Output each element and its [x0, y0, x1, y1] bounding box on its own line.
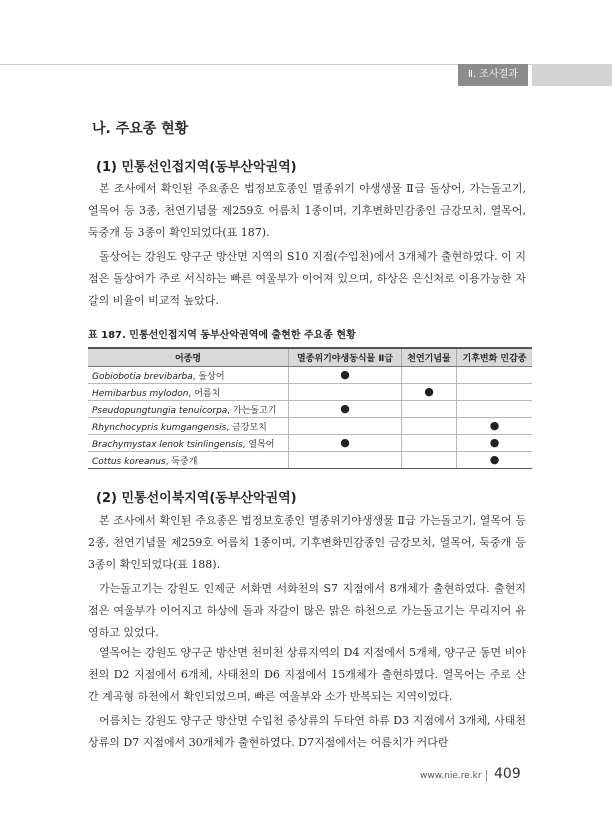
table-row — [88, 367, 532, 384]
paragraph: 가는돌고기는 강원도 인제군 서화면 서화천의 S7 지점에서 8개체가 출현하였다. 출현지점은 여울부가 이어지고 하상에 돌과 자갈이 많은 맑은 하천으로 가는돌고기는 무리지어 유영하고 있었다. — [88, 582, 526, 639]
status-cell — [457, 452, 533, 469]
status-cell — [457, 384, 533, 401]
status-cell — [402, 401, 457, 418]
table-row — [88, 401, 532, 418]
scientific-name: Cottus koreanus — [92, 456, 166, 467]
species-name-cell — [88, 435, 289, 452]
status-mark: ● — [489, 419, 500, 432]
scientific-name: Gobiobotia brevibarba — [92, 371, 193, 382]
paragraph: 어름치는 강원도 양구군 방산면 수입천 중상류의 두타연 하류 D3 지점에서 3개체, 사태천 상류의 D7 지점에서 30개체가 출현하였다. D7지점에서는 어름치가 커다란 — [88, 714, 526, 749]
chapter-tab-bar — [532, 64, 612, 86]
status-mark: ● — [489, 453, 500, 466]
status-cell — [289, 435, 402, 452]
korean-name: , 둑중개 — [165, 456, 198, 467]
species-table — [88, 347, 532, 469]
korean-name: , 금강모치 — [226, 422, 267, 433]
status-cell — [402, 367, 457, 384]
korean-name: , 돌상어 — [192, 371, 225, 382]
table-row — [88, 384, 532, 401]
status-cell — [457, 418, 533, 435]
subsection-title-1: (1) 민통선인접지역(동부산악권역) — [96, 160, 297, 175]
scientific-name: Pseudopungtungia tenuicorpa — [92, 405, 228, 416]
column-header: 천연기념물 — [402, 348, 457, 367]
subsection-title-2: (2) 민통선이북지역(동부산악권역) — [96, 491, 297, 506]
status-cell — [289, 384, 402, 401]
table-header-row — [88, 348, 532, 367]
table-row — [88, 418, 532, 435]
status-cell — [457, 435, 533, 452]
species-name-cell — [88, 401, 289, 418]
status-mark: ● — [340, 368, 350, 381]
status-mark: ● — [424, 385, 434, 398]
status-cell — [402, 435, 457, 452]
paragraph: 열목어는 강원도 양구군 방산면 천미천 상류지역의 D4 지점에서 5개체, 양구군 동면 비야천의 D2 지점에서 6개체, 사태천의 D6 지점에서 15개체가 출현하였다. 열목어는 주로 산간 계곡형 하천에서 확인되었으며, 빠른 여울부와 소가 반복되는 지역이었다. — [88, 646, 526, 703]
column-header: 어종명 — [88, 348, 289, 367]
scientific-name: Rhynchocypris kumgangensis — [92, 422, 227, 433]
column-header: 멸종위기야생동식물 Ⅱ급 — [289, 348, 402, 367]
status-cell — [289, 367, 402, 384]
status-cell — [457, 401, 533, 418]
species-name-cell — [88, 418, 289, 435]
scientific-name: Hemibarbus mylodon — [92, 388, 189, 399]
korean-name: , 어름치 — [188, 388, 221, 399]
status-cell — [289, 418, 402, 435]
status-cell — [402, 418, 457, 435]
chapter-tab: Ⅱ. 조사결과 — [458, 64, 528, 86]
column-header: 기후변화 민감종 — [457, 348, 533, 367]
status-mark: ● — [340, 402, 350, 415]
footer-url: www.nie.re.kr — [420, 771, 482, 781]
table-caption: 표 187. 민통선인접지역 동부산악권역에 출현한 주요종 현황 — [88, 330, 356, 341]
footer-divider — [486, 770, 487, 782]
paragraph: 돌상어는 강원도 양구군 방산면 지역의 S10 지점(수입천)에서 3개체가 출현하였다. 이 지점은 돌상어가 주로 서식하는 빠른 여울부가 이어져 있으며, 하상은 은신처로 이용가능한 자갈의 비율이 비교적 높았다. — [88, 250, 526, 307]
status-mark: ● — [489, 436, 500, 449]
korean-name: , 열목어 — [242, 439, 275, 450]
species-name-cell — [88, 452, 289, 469]
paragraph: 본 조사에서 확인된 주요종은 법정보호종인 멸종위기야생생물 Ⅱ급 가는돌고기, 열목어 등 2종, 천연기념물 제259호 어름치 1종이며, 기후변화민감종인 금강모치, 열목어, 둑중개 등 3종이 확인되었다(표 188). — [88, 514, 526, 571]
table-row — [88, 452, 532, 469]
page-number: 409 — [494, 766, 521, 782]
korean-name: , 가는돌고기 — [227, 405, 277, 416]
status-cell — [402, 384, 457, 401]
section-title: 나. 주요종 현황 — [92, 121, 189, 137]
table-row — [88, 435, 532, 452]
status-cell — [457, 367, 533, 384]
status-cell — [289, 401, 402, 418]
species-name-cell — [88, 367, 289, 384]
paragraph: 본 조사에서 확인된 주요종은 법정보호종인 멸종위기 야생생물 Ⅱ급 돌상어, 가는돌고기, 열목어 등 3종, 천연기념물 제259호 어름치 1종이며, 기후변화민감종인 금강모치, 열목어, 둑중개 등 3종이 확인되었다(표 187). — [88, 182, 526, 239]
status-cell — [402, 452, 457, 469]
scientific-name: Brachymystax lenok tsinlingensis — [92, 439, 243, 450]
species-name-cell — [88, 384, 289, 401]
status-cell — [289, 452, 402, 469]
status-mark: ● — [340, 436, 350, 449]
